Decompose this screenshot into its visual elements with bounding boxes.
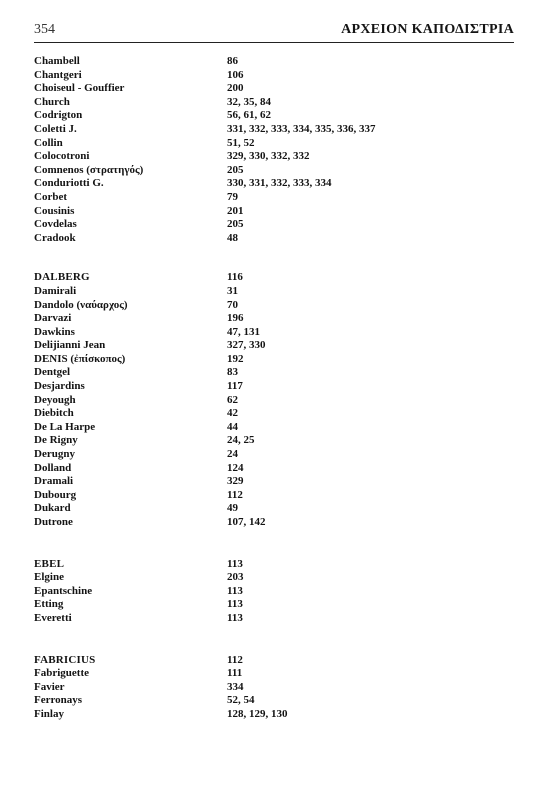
index-entry — [34, 558, 514, 572]
entry-pages: 44 — [227, 420, 238, 433]
index-entry — [34, 380, 514, 394]
index-entry — [34, 516, 514, 530]
entry-name: Corbet — [34, 190, 67, 203]
index-entry — [34, 353, 514, 367]
index-group — [34, 558, 514, 626]
entry-name: Coletti J. — [34, 122, 77, 135]
entry-name: Derugny — [34, 448, 75, 461]
entry-pages: 31 — [227, 284, 238, 297]
index-entry — [34, 489, 514, 503]
index-entry — [34, 150, 514, 164]
entry-pages: 331, 332, 333, 334, 335, 336, 337 — [227, 122, 376, 135]
entry-name: Dutrone — [34, 516, 73, 528]
index-entry — [34, 82, 514, 96]
entry-pages: 62 — [227, 393, 238, 406]
entry-pages: 106 — [227, 68, 244, 81]
index-entry — [34, 421, 514, 435]
entry-name: Fabriguette — [34, 667, 89, 680]
entry-name: Favier — [34, 680, 65, 693]
entry-pages: 42 — [227, 407, 238, 420]
index-entry — [34, 694, 514, 708]
entry-name: Covdelas — [34, 218, 77, 231]
entry-name: Cradook — [34, 231, 76, 244]
page-header — [34, 22, 514, 42]
entry-pages: 48 — [227, 231, 238, 244]
entry-name: Desjardins — [34, 380, 85, 393]
entry-pages: 24 — [227, 448, 238, 461]
index-entry — [34, 448, 514, 462]
index-entry — [34, 191, 514, 205]
entry-name: Elgine — [34, 571, 64, 584]
running-title: ΑΡΧΕΙΟΝ ΚΑΠΟΔΙΣΤΡΙΑ — [341, 22, 514, 37]
entry-pages: 51, 52 — [227, 136, 255, 149]
entry-name: Codrigton — [34, 109, 83, 122]
entry-pages: 49 — [227, 502, 238, 515]
index-entry — [34, 571, 514, 585]
index-entry — [34, 96, 514, 110]
entry-name: Delijianni Jean — [34, 339, 106, 352]
index-entry — [34, 218, 514, 232]
entry-name: EBEL — [34, 557, 65, 570]
index-entry — [34, 681, 514, 695]
index-entry — [34, 708, 514, 722]
index-entry — [34, 285, 514, 299]
entry-pages: 113 — [227, 584, 243, 597]
header-rule — [34, 42, 514, 43]
index-entry — [34, 326, 514, 340]
entry-name: Ferronays — [34, 694, 83, 707]
index-entry — [34, 271, 514, 285]
entry-name: Epantschine — [34, 584, 93, 597]
index-entry — [34, 598, 514, 612]
entry-name: Church — [34, 95, 70, 108]
index-entry — [34, 612, 514, 626]
index-entry — [34, 137, 514, 151]
index-entry — [34, 667, 514, 681]
entry-name: DALBERG — [34, 271, 90, 284]
entry-pages: 128, 129, 130 — [227, 707, 288, 720]
entry-pages: 334 — [227, 680, 244, 693]
entry-name: FABRICIUS — [34, 653, 96, 666]
entry-pages: 113 — [227, 611, 243, 624]
entry-name: Diebitch — [34, 407, 74, 420]
index-entry — [34, 177, 514, 191]
entry-name: DENIS (ἐπίσκοπος) — [34, 352, 126, 365]
entry-pages: 24, 25 — [227, 434, 255, 447]
entry-name: De La Harpe — [34, 420, 96, 433]
entry-pages: 47, 131 — [227, 325, 260, 338]
entry-pages: 112 — [227, 653, 243, 666]
entry-pages: 329, 330, 332, 332 — [227, 150, 310, 163]
index-group — [34, 271, 514, 529]
page-number: 354 — [34, 22, 55, 37]
index-entry — [34, 164, 514, 178]
index-entry — [34, 232, 514, 246]
entry-pages: 116 — [227, 271, 243, 284]
entry-pages: 327, 330 — [227, 339, 266, 352]
entry-name: Dawkins — [34, 325, 75, 338]
entry-pages: 113 — [227, 557, 243, 570]
entry-name: Dramali — [34, 475, 74, 488]
entry-name: Dukard — [34, 502, 71, 515]
entry-pages: 192 — [227, 352, 244, 365]
entry-pages: 330, 331, 332, 333, 334 — [227, 177, 332, 190]
index-entry — [34, 654, 514, 668]
entry-name: Dentgel — [34, 366, 71, 379]
entry-pages: 107, 142 — [227, 516, 266, 528]
entry-pages: 70 — [227, 298, 238, 311]
index-entry — [34, 502, 514, 516]
entry-pages: 32, 35, 84 — [227, 95, 271, 108]
entry-name: Comnenos (στρατηγός) — [34, 163, 144, 176]
entry-name: Dubourg — [34, 488, 77, 501]
index-entry — [34, 123, 514, 137]
index-entry — [34, 55, 514, 69]
entry-name: Etting — [34, 598, 64, 611]
entry-name: Deyough — [34, 393, 76, 406]
name-index — [34, 55, 514, 750]
entry-pages: 329 — [227, 475, 244, 488]
index-entry — [34, 434, 514, 448]
index-entry — [34, 205, 514, 219]
index-entry — [34, 312, 514, 326]
entry-pages: 117 — [227, 380, 243, 393]
index-entry — [34, 366, 514, 380]
entry-name: Chambell — [34, 55, 80, 67]
entry-pages: 200 — [227, 82, 244, 95]
index-group — [34, 55, 514, 245]
entry-name: Dandolo (ναύαρχος) — [34, 298, 128, 311]
entry-name: Cousinis — [34, 204, 75, 217]
entry-pages: 86 — [227, 55, 238, 67]
entry-name: Finlay — [34, 707, 64, 720]
index-entry — [34, 299, 514, 313]
entry-pages: 124 — [227, 461, 244, 474]
entry-name: Choiseul - Gouffier — [34, 82, 125, 95]
index-entry — [34, 109, 514, 123]
index-entry — [34, 585, 514, 599]
index-entry — [34, 462, 514, 476]
entry-name: Colocotroni — [34, 150, 90, 163]
index-entry — [34, 339, 514, 353]
entry-pages: 112 — [227, 488, 243, 501]
index-entry — [34, 69, 514, 83]
entry-name: Darvazi — [34, 312, 72, 325]
entry-name: Conduriotti G. — [34, 177, 104, 190]
entry-name: Everetti — [34, 611, 72, 624]
entry-pages: 196 — [227, 312, 244, 325]
index-entry — [34, 394, 514, 408]
entry-pages: 203 — [227, 571, 244, 584]
entry-pages: 113 — [227, 598, 243, 611]
entry-pages: 79 — [227, 190, 238, 203]
entry-name: Damirali — [34, 284, 77, 297]
entry-name: De Rigny — [34, 434, 78, 447]
index-entry — [34, 475, 514, 489]
entry-pages: 205 — [227, 218, 244, 231]
entry-pages: 56, 61, 62 — [227, 109, 271, 122]
index-group — [34, 654, 514, 722]
entry-name: Collin — [34, 136, 63, 149]
entry-name: Chantgeri — [34, 68, 82, 81]
index-entry — [34, 407, 514, 421]
entry-pages: 83 — [227, 366, 238, 379]
entry-pages: 201 — [227, 204, 244, 217]
entry-name: Dolland — [34, 461, 72, 474]
entry-pages: 111 — [227, 667, 243, 680]
entry-pages: 52, 54 — [227, 694, 255, 707]
entry-pages: 205 — [227, 163, 244, 176]
